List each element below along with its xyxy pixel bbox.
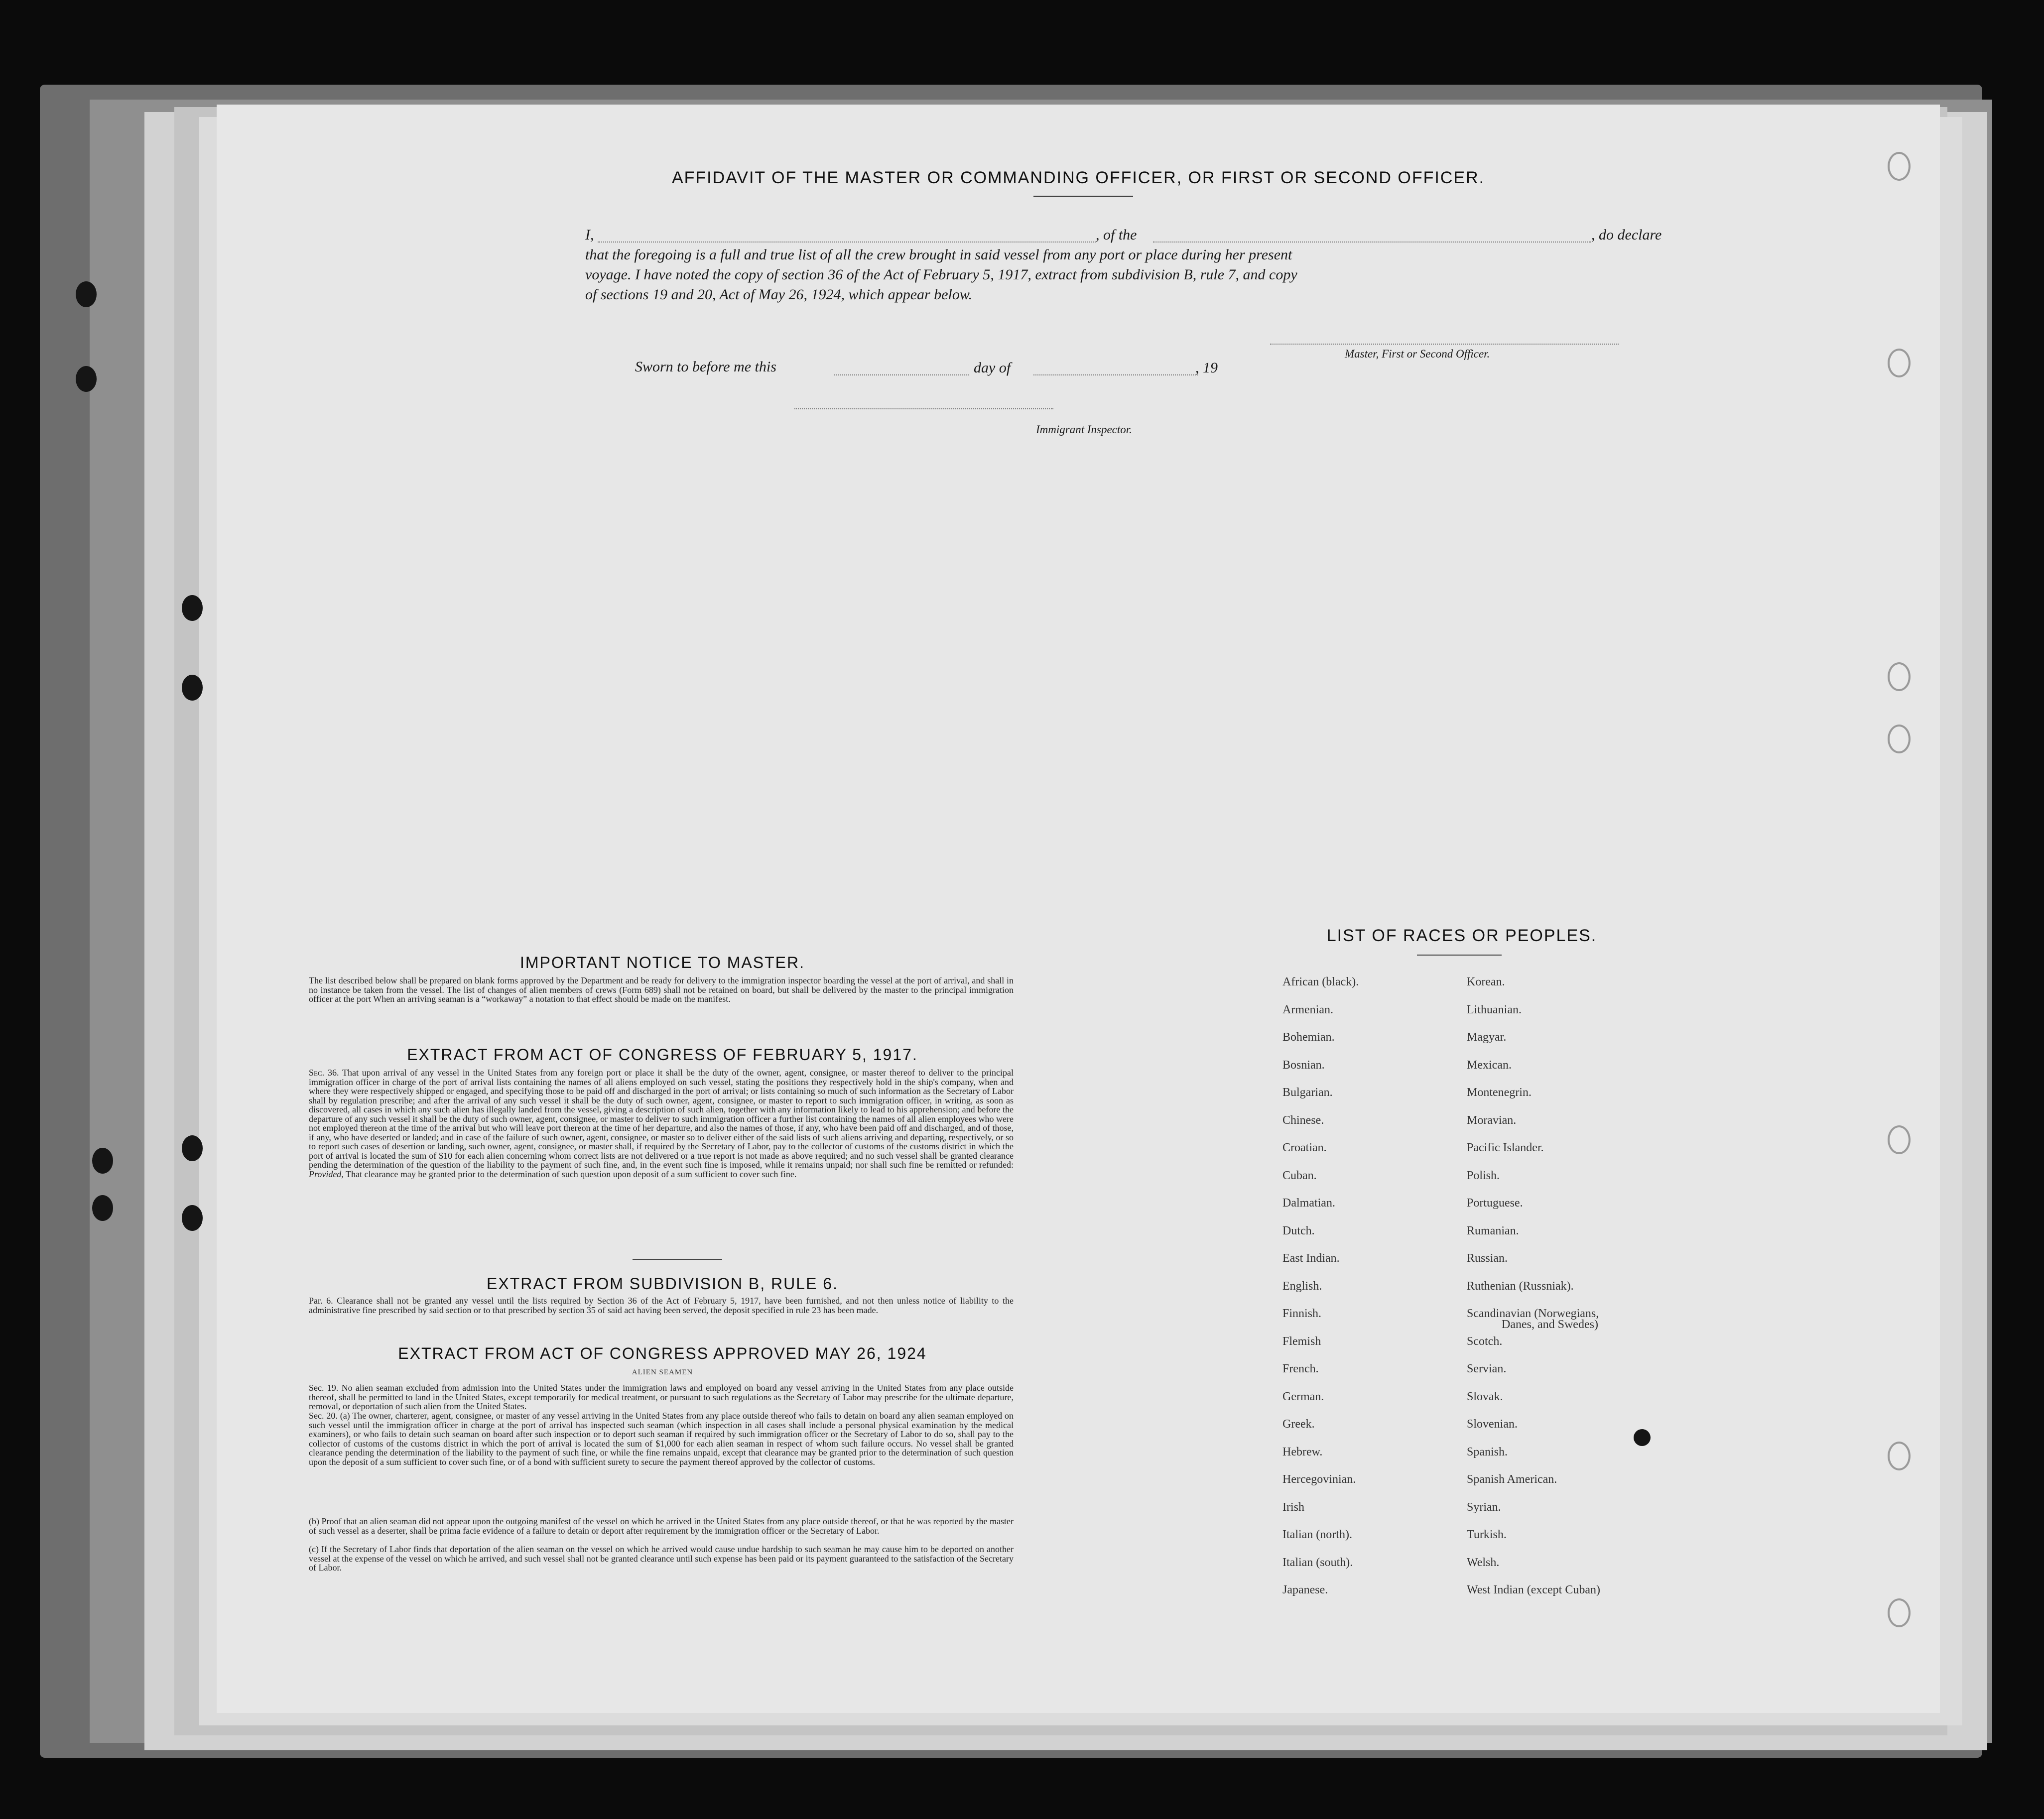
day-blank [834,374,969,375]
name-blank [598,242,1096,243]
race-item: Slovenian. [1467,1418,1518,1431]
races-title: LIST OF RACES OR PEOPLES. [1326,926,1597,945]
master-signature-line [1270,344,1619,345]
extract-1917-title: EXTRACT FROM ACT OF CONGRESS OF FEBRUARY 5, 1917. [407,1046,918,1064]
binder-hole [92,1148,113,1174]
race-item: Montenegrin. [1467,1086,1532,1099]
race-item: Welsh. [1467,1556,1500,1569]
race-item: Mexican. [1467,1058,1512,1072]
races-right-column [1467,969,1600,1604]
punch-hole [1888,725,1911,753]
binder-hole [182,1135,203,1161]
race-item: Scotch. [1467,1334,1503,1348]
affidavit-of-the: , of the [1096,227,1137,243]
race-item: Lithuanian. [1467,1003,1522,1016]
race-item: Italian (north). [1282,1528,1352,1541]
race-item: Rumanian. [1467,1224,1519,1237]
race-item: English. [1282,1279,1322,1293]
binder-hole [92,1195,113,1221]
race-item: Bosnian. [1282,1058,1325,1072]
race-item: Irish [1282,1500,1304,1514]
extract-1917-text: That upon arrival of any vessel in the United States from any foreign port or place it shall be the duty of the owner, agent, consignee, or master thereof to deliver to the principal immigration officer in charge of the port of arrival lists containing the names of all aliens employed on such vessel, stating the positions they respectively hold in the ship's company, when and where they were respectively shipped or engaged, and specifying those to be paid off and discharged in the port of arrival; or lists containing so much of such information as the Secretary of Labor shall by regulation prescribe; and after the arrival of any such vessel it shall be the duty of such owner, agent, consignee, or master to report to such immigration officer, in writing, as soon as discovered, all cases in which any such alien has illegally landed from the vessel, giving a description of such alien, together with any information likely to lead to his apprehension; and before the departure of any such vessel it shall be the duty of such owner, agent, consignee, or master to deliver to such immigration officer a further list containing the names of all alien employees who were not employed thereon at the time of the arrival but who will leave port thereon at the time of her departure, and also the names of those, if any, who have been paid off and discharged, and of those, if any, who have deserted or landed; and in case of the failure of such owner, agent, consignee, or master so to deliver either of the said lists of such aliens arriving and departing, respectively, or so to report such cases of desertion or landing, such owner, agent, consignee, or master shall, if required by the Secretary of Labor, pay to the collector of customs of the customs district in which the port of arrival is located the sum of $10 for each alien concerning whom correct lists are not delivered or a true report is not made as above required; and no such vessel shall be granted clearance pending the determination of the question of the liability to the payment of such fine, and, in the event such fine is imposed, while it remains unpaid; nor shall such fine be remitted or refunded: [309,1068,1014,1170]
race-item: Armenian. [1282,1003,1333,1016]
sworn-text: Sworn to before me this [635,359,776,375]
punch-hole [1888,1125,1911,1154]
binder-hole [182,1205,203,1231]
punch-hole [1888,662,1911,691]
race-item-continuation: Danes, and Swedes) [1502,1318,1598,1331]
race-item: Russian. [1467,1252,1508,1265]
affidavit-line4: of sections 19 and 20, Act of May 26, 1924, which appear below. [585,286,973,303]
year-text: , 19 [1195,360,1218,376]
affidavit-line2: that the foregoing is a full and true list of all the crew brought in said vessel from any port or place during her present [585,246,1292,263]
race-item: Dalmatian. [1282,1197,1335,1210]
race-item: Finnish. [1282,1307,1322,1320]
notice-body: The list described below shall be prepared on blank forms approved by the Department and be ready for delivery to the immigration inspector boarding the vessel at the port of arrival, and shall in no instance be taken from the vessel. The list of changes of alien members of crews (Form 689) shall not be retained on board, but shall be delivered by the master to the principal immigration officer at the port When an arriving seaman is a “workaway” a notation to that effect should be made on the manifest. [309,975,1014,1004]
affidavit-line3: voyage. I have noted the copy of section 36 of the Act of February 5, 1917, extract from subdivision B, rule 7, and copy [585,266,1297,283]
punch-hole [1888,1442,1911,1470]
race-item: East Indian. [1282,1252,1340,1265]
extract-rule6-body: Par. 6. Clearance shall not be granted any vessel until the lists required by Section 36 of the Act of February 5, 1917, have been furnished, and not then unless notice of liability to the administrative fine prescribed by said section or to that prescribed by section 35 of said act having been served, the deposit specified in rule 23 has been made. [309,1296,1014,1315]
race-item: Flemish [1282,1334,1321,1348]
race-item: Cuban. [1282,1169,1317,1182]
race-item: African (black). [1282,975,1359,988]
extract-1924-sec20a: Sec. 20. (a) The owner, charterer, agent, consignee, or master of any vessel arriving in the United States from any place outside thereof who fails to detain on board any alien seaman employed on such vessel until the immigration officer in charge at the port of arrival has inspected such seaman (which inspection in all cases shall include a personal physical examination by the medical examiners), or who fails to detain such seaman on board after such inspection or to deport such seaman if required by such immigration officer or the Secretary of Labor to do so, shall pay to the collector of customs of the customs district in which the port of arrival is located the sum of $1,000 for each alien seaman in respect of whom such failure occurs. No vessel shall be granted clearance pending the determination of the liability to the payment of such fine, or while the fine remains unpaid, except that clearance may be granted prior to the determination of such question upon the deposit of a sum sufficient to cover such fine, or of a bond with sufficient surety to secure the payment thereof approved by the collector of customs. [309,1411,1014,1467]
race-item: French. [1282,1362,1319,1375]
extract-1924-sec20b: (b) Proof that an alien seaman did not appear upon the outgoing manifest of the vessel on which he arrived in the United States from any place outside thereof, or that he was reported by the master of such vessel as a deserter, shall be prima facie evidence of a failure to detain or deport after requirement by the immigration officer or the Secretary of Labor. [309,1516,1014,1536]
affidavit-i: I, [585,227,594,243]
extract-1924-subtitle: ALIEN SEAMEN [632,1368,693,1376]
race-item: Pacific Islander. [1467,1141,1544,1154]
race-item: Magyar. [1467,1031,1507,1044]
extract-1917-end: That clearance may be granted prior to the determination of such question upon deposit of a sum sufficient to cover such fine. [346,1169,797,1179]
inspector-label: Immigrant Inspector. [1036,423,1132,436]
ink-blot [1634,1429,1651,1446]
binder-hole [182,595,203,621]
race-item: Moravian. [1467,1113,1517,1127]
race-item: Portuguese. [1467,1197,1523,1210]
race-item: Turkish. [1467,1528,1507,1541]
race-item: Spanish. [1467,1445,1508,1458]
race-item: Croatian. [1282,1141,1327,1154]
vessel-blank [1153,242,1591,243]
race-item: Polish. [1467,1169,1500,1182]
race-item: Chinese. [1282,1113,1324,1127]
race-item: Hercegovinian. [1282,1473,1356,1486]
notice-title: IMPORTANT NOTICE TO MASTER. [520,954,805,971]
races-title-rule [1417,955,1502,956]
extract-1924-sec20c: (c) If the Secretary of Labor finds that deportation of the alien seaman on the vessel on which he arrived would cause undue hardship to such seaman he may cause him to be deported on another vessel at the expense of the vessel on which he arrived, and such vessel shall not be granted clearance until such expense has been paid or its payment guaranteed to the satisfaction of the Secretary of Labor. [309,1544,1014,1573]
extract-1917-body [309,1068,1014,1179]
race-item: Bulgarian. [1282,1086,1333,1099]
race-item: West Indian (except Cuban) [1467,1583,1600,1596]
race-item: Ruthenian (Russniak). [1467,1279,1574,1293]
race-item: Bohemian. [1282,1031,1335,1044]
race-item: Dutch. [1282,1224,1315,1237]
race-item: Slovak. [1467,1390,1503,1403]
extract-1924-title: EXTRACT FROM ACT OF CONGRESS APPROVED MAY 26, 1924 [398,1344,927,1362]
race-item: Servian. [1467,1362,1507,1375]
affidavit-declare: , do declare [1591,227,1662,243]
section-rule [633,1259,722,1260]
race-item: Japanese. [1282,1583,1328,1596]
race-item: Spanish American. [1467,1473,1557,1486]
races-left-column [1282,969,1359,1604]
binder-hole [182,675,203,701]
extract-1924-sec19: Sec. 19. No alien seaman excluded from admission into the United States under the immigration laws and employed on board any vessel arriving in the United States from any place outside thereof, shall be permitted to land in the United States, except temporarily for medical treatment, or pursuant to such regulations as the Secretary of Labor may prescribe for the ultimate departure, removal, or deportation of such alien from the United States. [309,1383,1014,1411]
race-item: Syrian. [1467,1500,1501,1514]
race-item: Hebrew. [1282,1445,1323,1458]
day-of-text: day of [974,360,1011,376]
inspector-signature-line [794,408,1053,409]
punch-hole [1888,1598,1911,1627]
race-item: Greek. [1282,1418,1315,1431]
race-item: German. [1282,1390,1324,1403]
month-blank [1033,374,1198,375]
affidavit-title: AFFIDAVIT OF THE MASTER OR COMMANDING OFFICER, OR FIRST OR SECOND OFFICER. [671,168,1485,187]
race-item: Korean. [1467,975,1505,988]
binder-hole [76,281,97,307]
extract-1917-sec: Sec. 36. [309,1068,339,1078]
race-item: Scandinavian (Norwegians, [1467,1307,1599,1320]
binder-hole [76,366,97,392]
race-item: Italian (south). [1282,1556,1353,1569]
punch-hole [1888,349,1911,377]
manifest-page [217,105,1940,1713]
master-signature-label: Master, First or Second Officer. [1345,348,1490,360]
extract-rule6-title: EXTRACT FROM SUBDIVISION B, RULE 6. [487,1275,838,1293]
extract-1917-provided: Provided, [309,1169,344,1179]
title-rule [1033,196,1133,197]
